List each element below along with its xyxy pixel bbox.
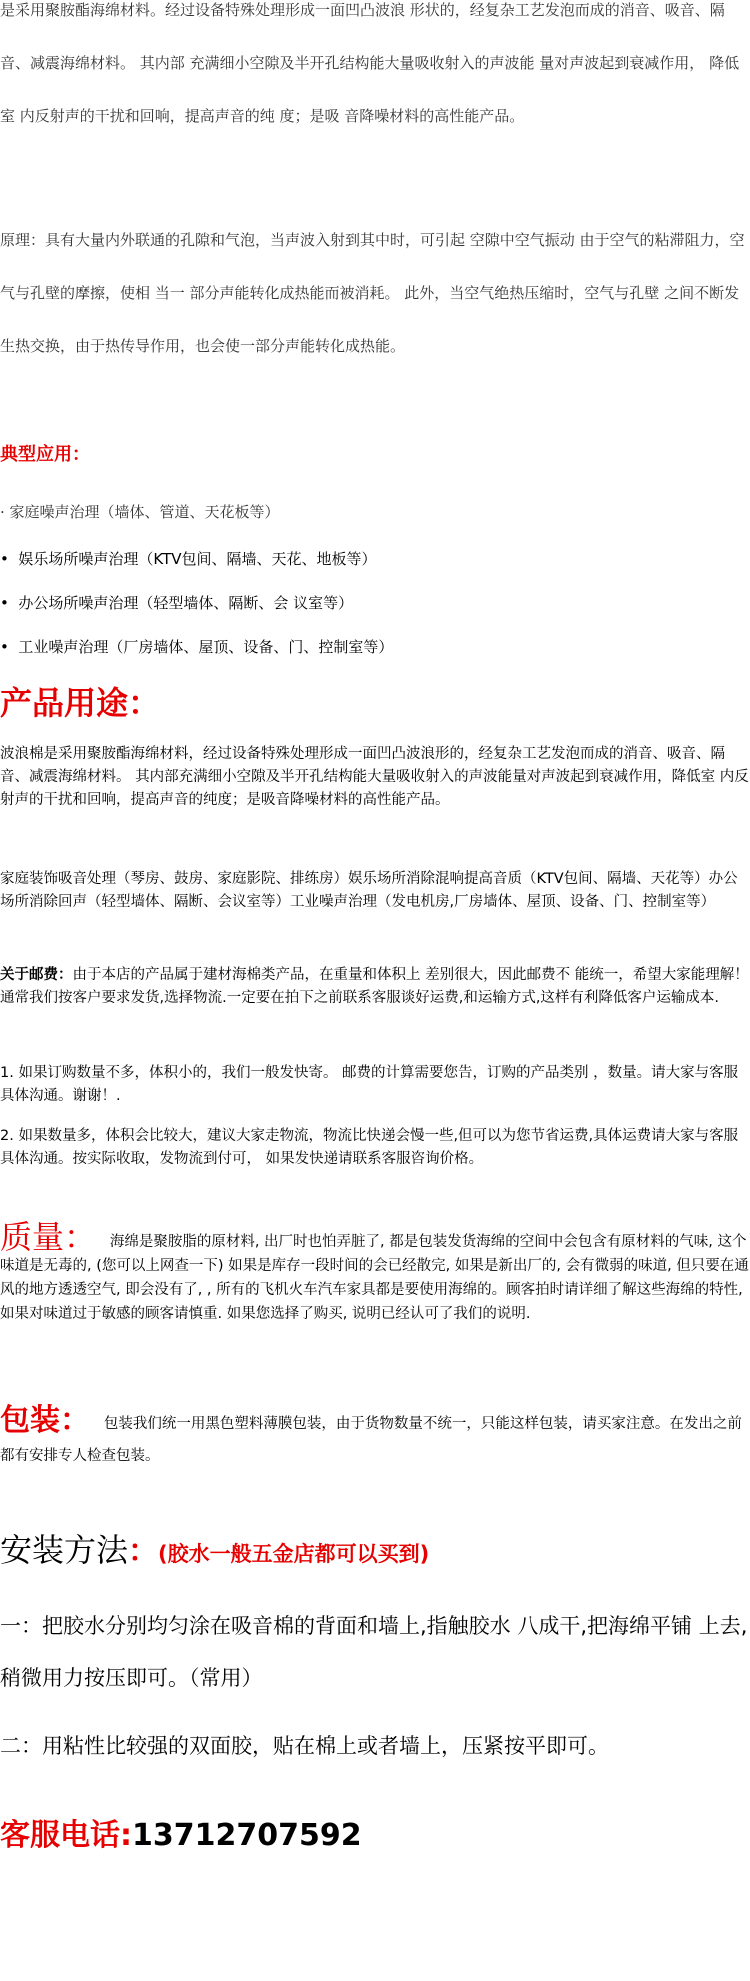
application-item bbox=[0, 592, 353, 613]
install-note: (胶水一般五金店都可以买到) bbox=[158, 1542, 430, 1566]
install-colon: ： bbox=[128, 1534, 159, 1569]
application-item-text: 工业噪声治理（厂房墙体、屋顶、设备、门、控制室等） bbox=[18, 638, 394, 656]
principle-paragraph: 原理：具有大量内外联通的孔隙和气泡，当声波入射到其中时，可引起 空隙中空气振动 由于空气的粘滞阻力，空气与孔壁的摩擦，使相 当一 部分声能转化成热能而被消耗。 此外，当空气绝热压缩时，空气与孔壁 之间不断发生热交换，由于热传导作用，也会使一部分声能转化成热能。 bbox=[0, 231, 745, 355]
quality-section bbox=[0, 1218, 750, 1326]
application-item-text: 办公场所噪声治理（轻型墙体、隔断、会 议室等） bbox=[18, 594, 354, 612]
phone-label: 客服电话: bbox=[0, 1818, 132, 1853]
application-item: · 家庭噪声治理（墙体、管道、天花板等） bbox=[0, 503, 280, 521]
shipping-notice bbox=[0, 964, 750, 1010]
bullet-icon: • bbox=[0, 550, 9, 568]
application-item-text: 娱乐场所噪声治理（KTV包间、隔墙、天花、地板等） bbox=[18, 550, 377, 568]
shipping-item-2: 2. 如果数量多，体积会比较大，建议大家走物流，物流比快递会慢一些,但可以为您节省运费,具体运费请大家与客服具体沟通。按实际收取，发物流到付可， 如果发快递请联系客服咨询价格。 bbox=[0, 1128, 739, 1167]
packing-text: 包装我们统一用黑色塑料薄膜包装，由于货物数量不统一，只能这样包装，请买家注意。在发出之前都有安排专人检查包装。 bbox=[0, 1416, 742, 1464]
intro-paragraph: 是采用聚胺酯海绵材料。经过设备特殊处理形成一面凹凸波浪 形状的，经复杂工艺发泡而成的消音、吸音、隔 音、减震海绵材料。 其内部 充满细小空隙及半开孔结构能大量吸收射入的声波能 量对声波起到衰减作用， 降低室 内反射声的干扰和回响，提高声音的纯 度；是吸 音降噪材料的高性能产品。 bbox=[0, 1, 740, 125]
application-item bbox=[0, 636, 393, 657]
usage-title: 产品用途： bbox=[0, 684, 161, 722]
packing-title: 包装： bbox=[0, 1403, 90, 1438]
install-step-1: 一：把胶水分别均匀涂在吸音棉的背面和墙上,指触胶水 八成干,把海绵平铺 上去,稍微用力按压即可。（常用） bbox=[0, 1614, 748, 1690]
bullet-icon: • bbox=[0, 638, 9, 656]
install-step-2: 二：用粘性比较强的双面胶，贴在棉上或者墙上，压紧按平即可。 bbox=[0, 1734, 609, 1758]
contact-phone bbox=[0, 1810, 362, 1854]
applications-title: 典型应用： bbox=[0, 444, 90, 465]
shipping-item-1: 1. 如果订购数量不多，体积小的，我们一般发快寄。 邮费的计算需要您告，订购的产品类别 ，数量。请大家与客服具体沟通。谢谢！. bbox=[0, 1065, 739, 1104]
install-heading bbox=[0, 1525, 429, 1571]
phone-number: 13712707592 bbox=[132, 1818, 362, 1853]
quality-text: 海绵是聚胺脂的原材料, 出厂时也怕弄脏了, 都是包装发货海绵的空间中会包含有原材料的气味, 这个味道是无毒的, (您可以上网查一下) 如果是库存一段时间的会已经散完, 如果是新出厂的, 会有微弱的味道, 但只要在通风的地方透透空气, 即会没有了, , 所有的飞机火车汽车家具都是要使用海绵的。顾客拍时请详细了解这些海绵的特性, 如果对味道过于敏感的顾客请慎重. 如果您选择了购买, 说明已经认可了我们的说明. bbox=[0, 1234, 749, 1322]
usage-scenarios: 家庭装饰吸音处理（琴房、鼓房、家庭影院、排练房）娱乐场所消除混响提高音质（KTV包间、隔墙、天花等）办公场所消除回声（轻型墙体、隔断、会议室等）工业噪声治理（发电机房,厂房墙体、屋顶、设备、门、控制室等） bbox=[0, 871, 738, 910]
shipping-label: 关于邮费： bbox=[0, 967, 73, 983]
bullet-icon: • bbox=[0, 594, 9, 612]
usage-paragraph: 波浪棉是采用聚胺酯海绵材料，经过设备特殊处理形成一面凹凸波浪形的，经复杂工艺发泡而成的消音、吸音、隔音、减震海绵材料。 其内部充满细小空隙及半开孔结构能大量吸收射入的声波能量对声波起到衰减作用，降低室 内反射声的干扰和回响，提高声音的纯度；是吸音降噪材料的高性能产品。 bbox=[0, 746, 749, 808]
application-item bbox=[0, 548, 377, 569]
shipping-text: 由于本店的产品属于建材海棉类产品，在重量和体积上 差别很大，因此邮费不 能统一，希望大家能理解！通常我们按客户要求发货,选择物流.一定要在拍下之前联系客服谈好运费,和运输方式,这样有利降低客户运输成本. bbox=[0, 967, 749, 1006]
quality-title: 质量： bbox=[0, 1218, 97, 1256]
packing-section bbox=[0, 1405, 750, 1472]
install-title: 安装方法 bbox=[0, 1531, 129, 1569]
